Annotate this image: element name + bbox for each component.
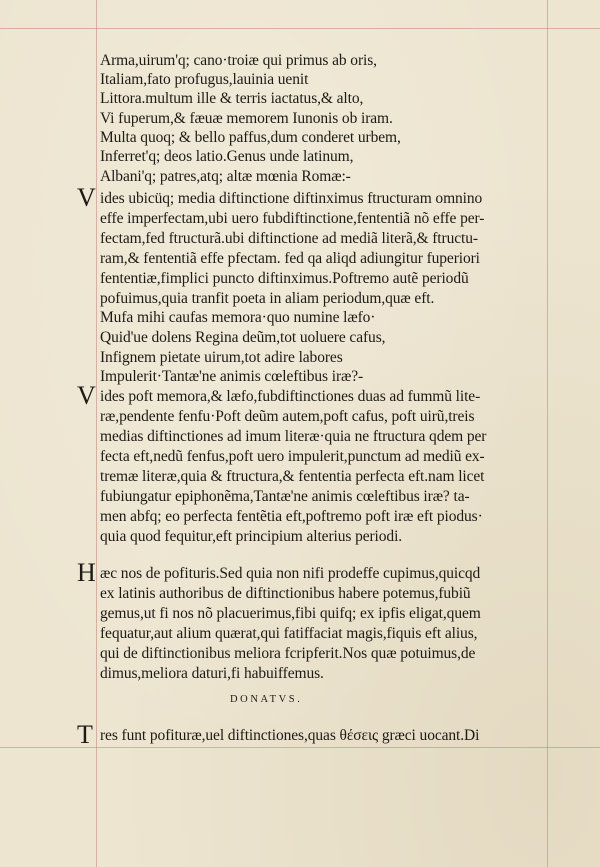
- commentary-line: ides ubicüq; media diftinctione diftinximus ftructuram omnino: [100, 190, 483, 207]
- commentary-line: men abfq; eo perfecta fentẽtia eft,poftremo poft iræ eft piodus·: [100, 508, 483, 525]
- commentary-line: medias diftinctiones ad imum literæ·quia ne ftructura qdem per: [100, 428, 487, 445]
- commentary-line: fecta eft,nedũ fenfus,poft uero impulerit,punctum ad mediũ ex-: [100, 448, 485, 465]
- initial-letter: H: [77, 558, 96, 587]
- verse-line: Mufa mihi caufas memora·quo numine læfo·: [100, 309, 376, 326]
- verse-line: Impulerit·Tantæ'ne animis cœleftibus iræ?-: [100, 368, 364, 385]
- commentary-line: ides poft memora,& læfo,fubdiftinctiones duas ad fummũ lite-: [100, 388, 481, 405]
- section-heading: DONATVS.: [230, 694, 303, 705]
- commentary-line: effe imperfectam,ubi uero fubdiftinctione,fententiã nõ effe per-: [100, 210, 485, 227]
- commentary-line: ex latinis authoribus de diftinctionibus habere potemus,fubiũ: [100, 585, 471, 602]
- verse-line: Arma,uirum'q; cano·troiæ qui primus ab oris,: [100, 52, 377, 69]
- initial-letter: T: [77, 720, 93, 749]
- verse-line: Vi fuperum,& fæuæ memorem Iunonis ob iram.: [100, 110, 393, 127]
- verse-line: Quid'ue dolens Regina deũm,tot uoluere cafus,: [100, 329, 386, 346]
- margin-rule-left: [96, 0, 97, 867]
- commentary-line: pofuimus,quia tranfit poeta in aliam periodum,quæ eft.: [100, 290, 435, 307]
- commentary-line: fubiungatur epiphonẽma,Tantæ'ne animis cœleftibus iræ? ta-: [100, 488, 470, 505]
- commentary-line: fequatur,aut alium quærat,qui fatiffaciat magis,fiquis eft alius,: [100, 625, 478, 642]
- commentary-line: gemus,ut fi nos nõ placuerimus,fibi quifq; ex ipfis eligat,quem: [100, 605, 481, 622]
- verse-line: Italiam,fato profugus,lauinia uenit: [100, 71, 309, 88]
- rule-top: [0, 28, 600, 29]
- initial-letter: V: [77, 381, 96, 410]
- commentary-line: dimus,meliora daturi,fi habuiffemus.: [100, 665, 324, 682]
- commentary-line: fententiæ,fimplici puncto diftinximus.Poftremo autẽ periodũ: [100, 270, 469, 287]
- verse-line: Infignem pietate uirum,tot adire labores: [100, 349, 343, 366]
- verse-line: Multa quoq; & bello paffus,dum conderet urbem,: [100, 129, 401, 146]
- verse-line: Albani'q; patres,atq; altæ mœnia Romæ:-: [100, 168, 351, 185]
- commentary-line: ræ,pendente fenfu·Poft deũm autem,poft cafus, poft uirũ,treis: [100, 408, 475, 425]
- initial-letter: V: [77, 183, 96, 212]
- verse-line: Inferret'q; deos latio.Genus unde latinum,: [100, 148, 354, 165]
- commentary-line: tremæ literæ,quia & ftructura,& fententia perfecta eft.nam licet: [100, 468, 485, 485]
- commentary-line: ram,& fententiã effe pfectam. fed qa aliqd adiungitur fuperiori: [100, 250, 480, 267]
- commentary-line: qui de diftinctionibus meliora fcripferit.Nos quæ potuimus,de: [100, 645, 476, 662]
- commentary-line: quia quod fequitur,eft principium alterius periodi.: [100, 528, 403, 545]
- commentary-line: res funt pofituræ,uel diftinctiones,quas θέσεις græci uocant.Di: [100, 727, 480, 744]
- verse-line: Littora.multum ille & terris iactatus,& alto,: [100, 90, 364, 107]
- margin-rule-right: [547, 0, 548, 867]
- commentary-line: fectam,fed ftructurã.ubi diftinctione ad mediã literã,& ftructu-: [100, 230, 478, 247]
- commentary-line: æc nos de pofituris.Sed quia non nifi prodeffe cupimus,quicqd: [100, 565, 481, 582]
